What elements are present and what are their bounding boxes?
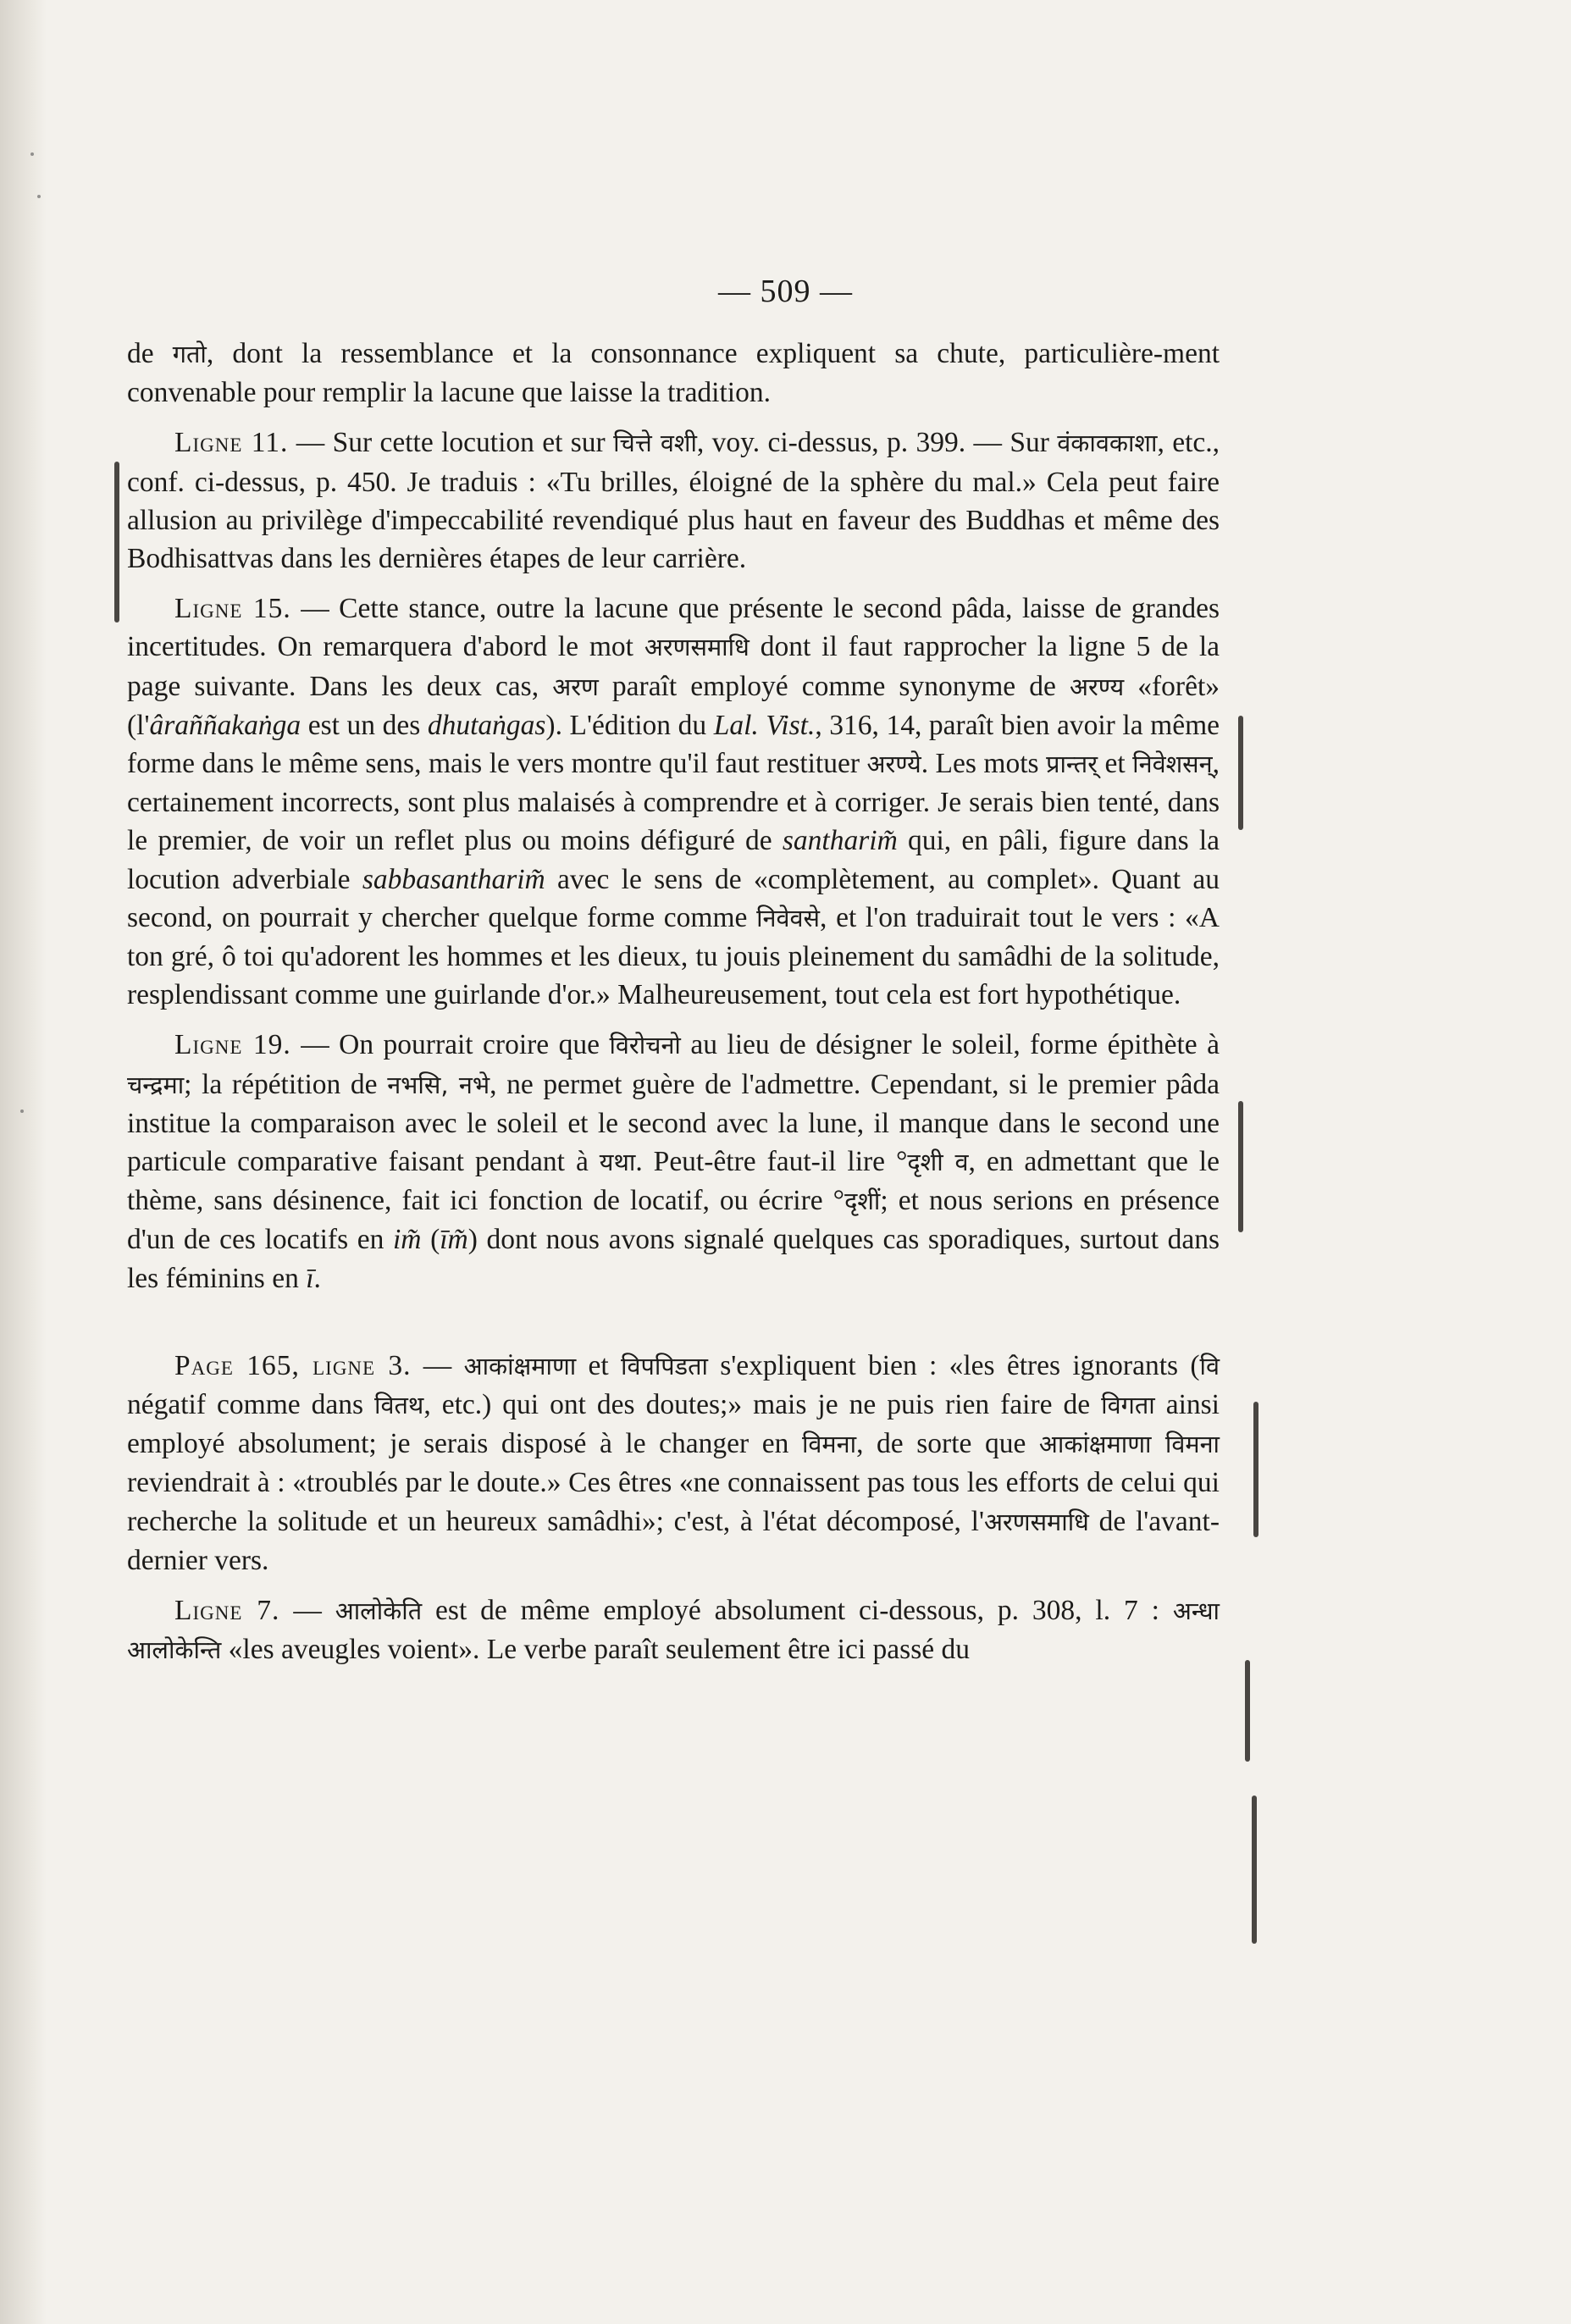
- text-run: , de sorte que: [856, 1428, 1039, 1460]
- text-run: est de même employé absolument ci-dessous, p. 308, l. 7 :: [422, 1595, 1173, 1627]
- scan-speck: [20, 1109, 24, 1113]
- text-run: , 316, 14, paraît bien avoir la même forme dans le même sens, mais le vers montre qu'il faut restituer: [127, 709, 1220, 780]
- margin-mark-right: [1253, 1402, 1258, 1537]
- text-run: paraît employé comme synonyme de: [598, 670, 1070, 702]
- text-run: (: [421, 1224, 440, 1256]
- devanagari-term: निवेवसे: [756, 903, 821, 932]
- text-run: et: [576, 1349, 622, 1381]
- margin-mark-right: [1238, 1101, 1243, 1232]
- devanagari-term: अरणसमाधि: [644, 633, 750, 662]
- devanagari-term: अन्धा आलोकेन्ति: [127, 1596, 1220, 1665]
- italic-term: santharim̃: [782, 825, 898, 857]
- text-run: . Peut-être faut-il lire °: [635, 1146, 908, 1178]
- text-run: , etc.) qui ont des doutes;» mais je ne puis rien faire de: [423, 1389, 1102, 1421]
- devanagari-term: दृशी व: [907, 1148, 969, 1177]
- text-run: avec le sens de «complètement, au complet». Quant au second, on pourrait y chercher quelque forme comme: [127, 863, 1220, 933]
- text-run: qui, en pâli, figure dans la locution adverbiale: [127, 825, 1220, 895]
- text-run: ; et nous serions en présence d'un de ces locatifs en: [127, 1185, 1220, 1256]
- text-run: négatif comme dans: [127, 1389, 375, 1421]
- margin-mark-right: [1245, 1660, 1250, 1762]
- text-run: .: [313, 1262, 321, 1294]
- devanagari-term: नभसि, नभे: [387, 1070, 490, 1099]
- devanagari-term: विरोचनो: [609, 1031, 681, 1060]
- text-run: s'expliquent bien : «les êtres ignorants (: [707, 1349, 1200, 1381]
- line-reference-label: Page 165, ligne 3.: [174, 1349, 412, 1381]
- text-run: et: [1097, 748, 1133, 780]
- devanagari-term: चित्ते वशी: [613, 429, 697, 458]
- paragraph-ligne-15: [127, 589, 1220, 1014]
- line-reference-label: Ligne 11.: [174, 427, 289, 459]
- text-run: dont il faut rapprocher la ligne 5 de la page suivante. Dans les deux cas,: [127, 631, 1220, 702]
- devanagari-term: वितथ: [374, 1391, 424, 1420]
- text-run: — Cette stance, outre la lacune que présente le second pâda, laisse de grandes incertitudes. On remarquera d'abord le mot: [127, 593, 1220, 663]
- text-run: , etc., conf. ci-dessus, p. 450. Je traduis : «Tu brilles, éloigné de la sphère du mal.» Cela peut faire allusion au privilège d'impeccabilité revendiqué plus haut en faveur des Buddhas et même des Bodhisattvas dans les dernières étapes de leur carrière.: [127, 427, 1220, 575]
- paragraph-page-165-ligne-3: [127, 1347, 1220, 1580]
- italic-term: ī: [306, 1262, 314, 1294]
- line-reference-label: Ligne 15.: [174, 593, 291, 625]
- italic-term: âraññakaṅga: [149, 709, 301, 741]
- line-reference-label: Ligne 7.: [174, 1595, 280, 1627]
- italic-term: dhutaṅgas: [427, 709, 546, 741]
- devanagari-term: दृशीं: [844, 1187, 881, 1216]
- devanagari-term: वंकावकाशा: [1057, 429, 1158, 458]
- devanagari-term: आकांक्षमाणा विमना: [1038, 1430, 1220, 1459]
- text-run: ; la répétition de: [184, 1068, 388, 1100]
- text-run: au lieu de désigner le soleil, forme épithète à: [680, 1029, 1220, 1061]
- line-reference-label: Ligne 19.: [174, 1029, 291, 1061]
- devanagari-term: वि: [1199, 1351, 1220, 1381]
- devanagari-term: विमना: [801, 1430, 857, 1459]
- paragraph-continuation: [127, 335, 1220, 412]
- text-run: de l'avant-dernier vers.: [127, 1505, 1220, 1576]
- paragraph-ligne-11: [127, 423, 1220, 578]
- devanagari-term: अरण: [552, 672, 599, 701]
- scan-speck: [37, 195, 41, 198]
- main-text: [127, 335, 1220, 1670]
- text-run: ainsi employé absolument; je serais disposé à le changer en: [127, 1389, 1220, 1460]
- paragraph-ligne-19: [127, 1026, 1220, 1297]
- text-run: . Les mots: [921, 748, 1047, 780]
- devanagari-term: आकांक्षमाणा: [463, 1351, 577, 1381]
- text-run: , certainement incorrects, sont plus malaisés à comprendre et à corriger. Je serais bien tenté, dans le premier, de voir un reflet plus ou moins défiguré de: [127, 748, 1220, 857]
- italic-term: im̃: [392, 1224, 422, 1256]
- devanagari-term: यथा: [599, 1148, 636, 1177]
- text-run: reviendrait à : «troublés par le doute.» Ces êtres «ne connaissent pas tous les efforts de celui qui recherche la solitude et un heureux samâdhi»; c'est, à l'état décomposé, l': [127, 1467, 1220, 1537]
- text-run: — On pourrait croire que: [290, 1029, 610, 1061]
- devanagari-term: गतो: [172, 340, 207, 368]
- scan-speck: [30, 152, 34, 156]
- devanagari-term: निवेशसन्: [1132, 750, 1213, 779]
- text-run: — Sur cette locution et sur: [288, 427, 614, 459]
- text-run: —: [279, 1595, 335, 1627]
- text-run: ). L'édition du: [545, 709, 714, 741]
- text-run: , et l'on traduirait tout le vers : «A ton gré, ô toi qu'adorent les hommes et les dieux, tu jouis pleinement du samâdhi de la solitude, resplendissant comme une guirlande d'or.» Malheureusement, tout cela est fort hypothétique.: [127, 901, 1220, 1011]
- devanagari-term: विपपिडता: [621, 1351, 708, 1381]
- text-run: , en admettant que le thème, sans désinence, fait ici fonction de locatif, ou écrire °: [127, 1146, 1220, 1217]
- devanagari-term: अरण्ये: [866, 750, 921, 779]
- text-run: ) dont nous avons signalé quelques cas sporadiques, surtout dans les féminins en: [127, 1224, 1220, 1294]
- devanagari-term: विगता: [1101, 1391, 1155, 1420]
- paragraph-ligne-7: [127, 1591, 1220, 1669]
- text-run: «les aveugles voient». Le verbe paraît seulement être ici passé du: [221, 1634, 970, 1666]
- text-run: —: [411, 1349, 464, 1381]
- italic-term: Lal. Vist.: [713, 709, 816, 741]
- italic-term: īm̃: [440, 1224, 468, 1256]
- text-run: , voy. ci-dessus, p. 399. — Sur: [696, 427, 1058, 459]
- devanagari-term: आलोकेति: [335, 1596, 423, 1626]
- text-run: , ne permet guère de l'admettre. Cependant, si le premier pâda institue la comparaison avec le soleil et le second avec la lune, il manque dans le second une particule comparative faisant pendant à: [127, 1068, 1220, 1178]
- devanagari-term: चन्द्रमा: [127, 1070, 185, 1099]
- devanagari-term: प्रान्तर्: [1046, 750, 1098, 779]
- text-run: «forêt» (l': [127, 670, 1220, 741]
- page-number: — 509 —: [718, 274, 853, 309]
- italic-term: sabbasantharim̃: [362, 863, 545, 895]
- margin-mark-right: [1238, 716, 1243, 830]
- text-run: , dont la ressemblance et la consonnance expliquent sa chute, particulière-ment convenable pour remplir la lacune que laisse la tradition.: [127, 338, 1220, 409]
- text-run: est un des: [301, 709, 428, 741]
- text-run: de: [127, 338, 173, 369]
- devanagari-term: अरण्य: [1069, 672, 1125, 701]
- margin-mark-right: [1252, 1796, 1257, 1944]
- binding-edge: [0, 0, 47, 2324]
- devanagari-term: अरणसमाधि: [983, 1507, 1089, 1536]
- margin-bracket-left: [114, 462, 119, 622]
